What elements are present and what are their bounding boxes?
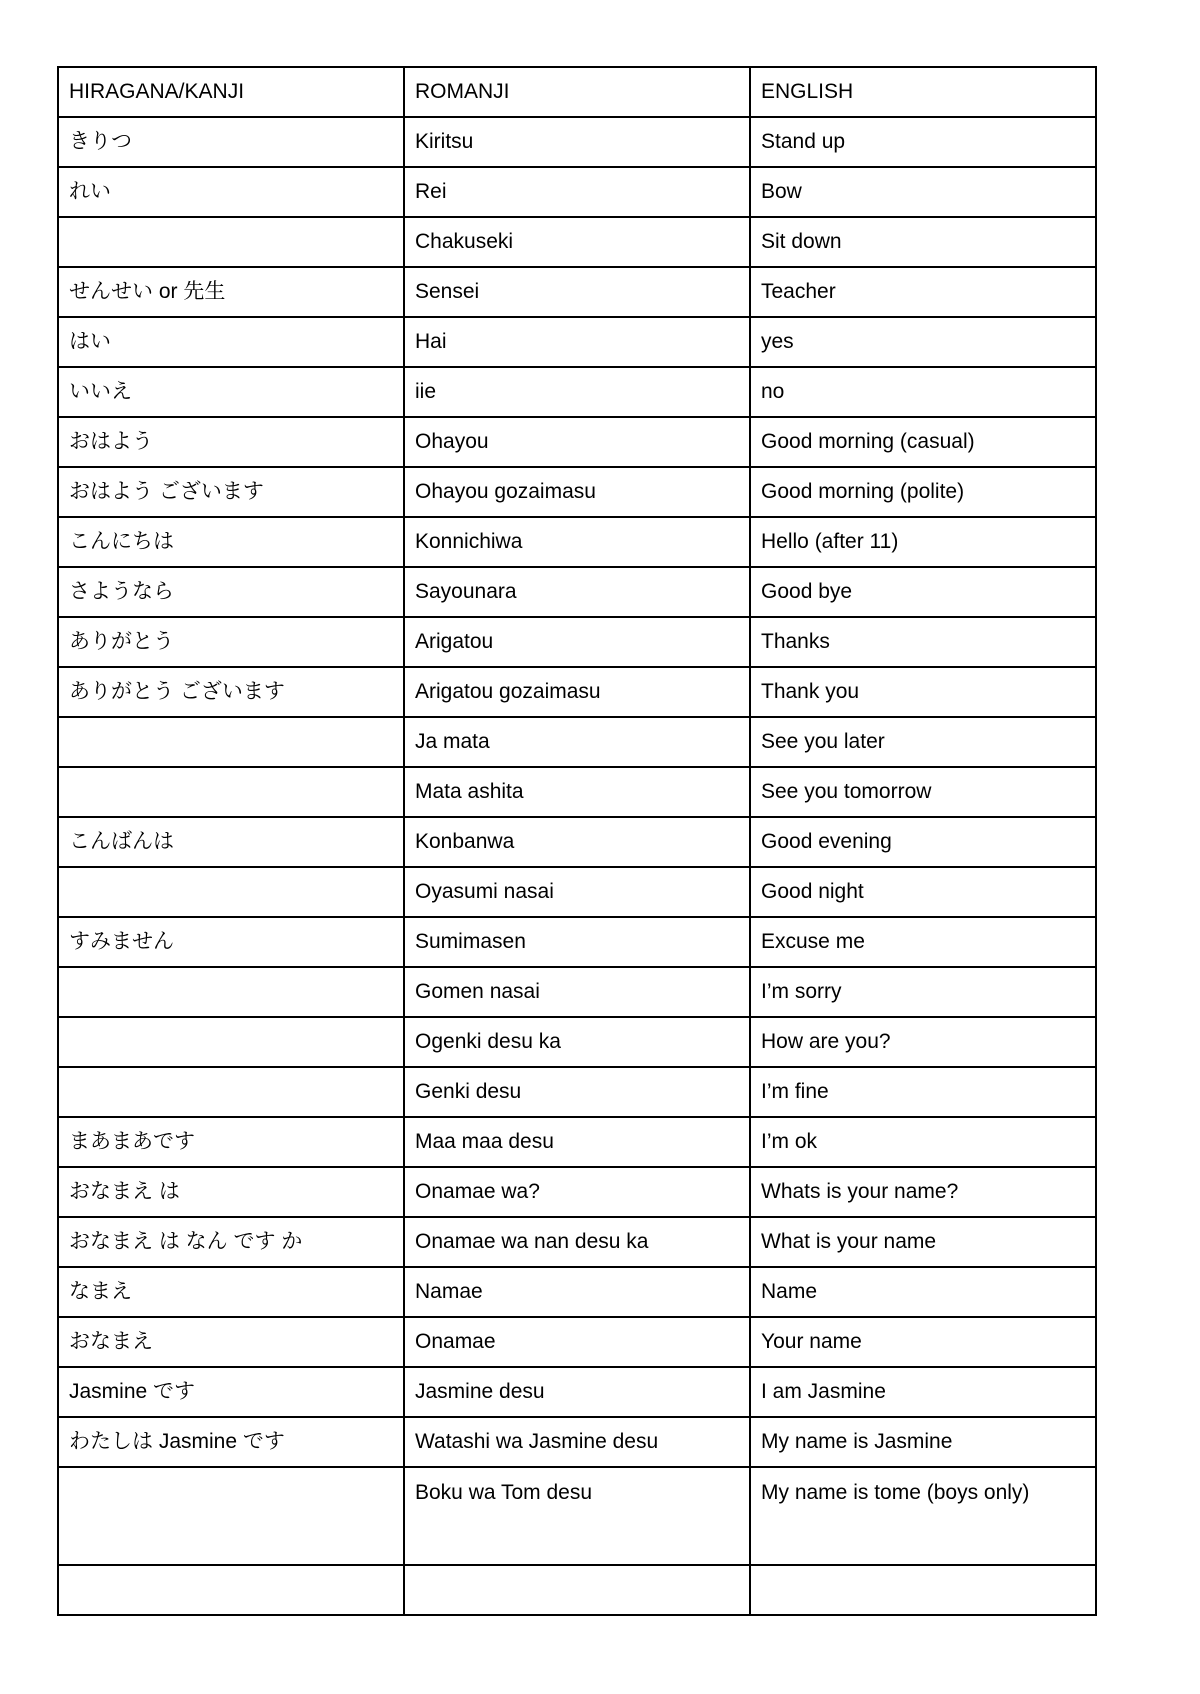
- table-row: [58, 417, 1096, 467]
- header-english: ENGLISH: [750, 67, 1096, 117]
- header-romanji: ROMANJI: [404, 67, 750, 117]
- cell-hiragana-kanji: ありがとう ございます: [58, 667, 404, 717]
- table-row: [58, 367, 1096, 417]
- cell-romanji: Ogenki desu ka: [404, 1017, 750, 1067]
- cell-romanji: Arigatou gozaimasu: [404, 667, 750, 717]
- table-header-row: [58, 67, 1096, 117]
- cell-romanji: Konnichiwa: [404, 517, 750, 567]
- cell-hiragana-kanji: きりつ: [58, 117, 404, 167]
- table-row: [58, 267, 1096, 317]
- cell-romanji: Namae: [404, 1267, 750, 1317]
- cell-english: Good bye: [750, 567, 1096, 617]
- cell-hiragana-kanji: わたしは Jasmine です: [58, 1417, 404, 1467]
- table-row: [58, 617, 1096, 667]
- cell-hiragana-kanji: [58, 1565, 404, 1615]
- cell-hiragana-kanji: おなまえ は: [58, 1167, 404, 1217]
- cell-romanji: Mata ashita: [404, 767, 750, 817]
- cell-romanji: Hai: [404, 317, 750, 367]
- table-row: [58, 1167, 1096, 1217]
- cell-english: Excuse me: [750, 917, 1096, 967]
- cell-romanji: Sumimasen: [404, 917, 750, 967]
- cell-english: Teacher: [750, 267, 1096, 317]
- cell-english: I’m ok: [750, 1117, 1096, 1167]
- cell-romanji: Gomen nasai: [404, 967, 750, 1017]
- cell-romanji: Maa maa desu: [404, 1117, 750, 1167]
- cell-romanji: Ohayou gozaimasu: [404, 467, 750, 517]
- cell-english: Hello (after 11): [750, 517, 1096, 567]
- table-row: [58, 317, 1096, 367]
- table-row: [58, 1565, 1096, 1615]
- cell-hiragana-kanji: おなまえ: [58, 1317, 404, 1367]
- cell-hiragana-kanji: なまえ: [58, 1267, 404, 1317]
- cell-romanji: Genki desu: [404, 1067, 750, 1117]
- cell-english: yes: [750, 317, 1096, 367]
- cell-hiragana-kanji: ありがとう: [58, 617, 404, 667]
- cell-english: I’m sorry: [750, 967, 1096, 1017]
- cell-english: Good morning (polite): [750, 467, 1096, 517]
- cell-english: Bow: [750, 167, 1096, 217]
- table-row: [58, 567, 1096, 617]
- cell-hiragana-kanji: さようなら: [58, 567, 404, 617]
- cell-hiragana-kanji: Jasmine です: [58, 1367, 404, 1417]
- cell-hiragana-kanji: いいえ: [58, 367, 404, 417]
- cell-english: My name is tome (boys only): [750, 1467, 1096, 1565]
- cell-romanji: Arigatou: [404, 617, 750, 667]
- header-hiragana-kanji: HIRAGANA/KANJI: [58, 67, 404, 117]
- cell-english: I am Jasmine: [750, 1367, 1096, 1417]
- cell-hiragana-kanji: おはよう ございます: [58, 467, 404, 517]
- table-row: [58, 917, 1096, 967]
- table-row: [58, 517, 1096, 567]
- table-row: [58, 167, 1096, 217]
- cell-romanji: Jasmine desu: [404, 1367, 750, 1417]
- cell-english: My name is Jasmine: [750, 1417, 1096, 1467]
- table-row: [58, 1267, 1096, 1317]
- cell-hiragana-kanji: [58, 767, 404, 817]
- cell-romanji: Oyasumi nasai: [404, 867, 750, 917]
- cell-hiragana-kanji: [58, 867, 404, 917]
- cell-romanji: Chakuseki: [404, 217, 750, 267]
- cell-romanji: Onamae wa?: [404, 1167, 750, 1217]
- cell-romanji: Ja mata: [404, 717, 750, 767]
- cell-romanji: Sensei: [404, 267, 750, 317]
- cell-english: Good night: [750, 867, 1096, 917]
- table-row: [58, 1417, 1096, 1467]
- cell-hiragana-kanji: こんにちは: [58, 517, 404, 567]
- table-row: [58, 1017, 1096, 1067]
- cell-english: Thanks: [750, 617, 1096, 667]
- cell-english: no: [750, 367, 1096, 417]
- cell-english: Good morning (casual): [750, 417, 1096, 467]
- cell-english: Sit down: [750, 217, 1096, 267]
- cell-english: Name: [750, 1267, 1096, 1317]
- cell-english: Stand up: [750, 117, 1096, 167]
- table-row: [58, 117, 1096, 167]
- cell-hiragana-kanji: こんばんは: [58, 817, 404, 867]
- table-row: [58, 967, 1096, 1017]
- cell-romanji: Rei: [404, 167, 750, 217]
- cell-hiragana-kanji: すみません: [58, 917, 404, 967]
- cell-hiragana-kanji: おなまえ は なん です か: [58, 1217, 404, 1267]
- cell-hiragana-kanji: [58, 967, 404, 1017]
- cell-romanji: Boku wa Tom desu: [404, 1467, 750, 1565]
- cell-hiragana-kanji: まあまあです: [58, 1117, 404, 1167]
- cell-romanji: Onamae: [404, 1317, 750, 1367]
- cell-hiragana-kanji: はい: [58, 317, 404, 367]
- cell-hiragana-kanji: おはよう: [58, 417, 404, 467]
- cell-hiragana-kanji: [58, 1467, 404, 1565]
- cell-english: Your name: [750, 1317, 1096, 1367]
- table-row: [58, 1367, 1096, 1417]
- cell-romanji: iie: [404, 367, 750, 417]
- table-row: [58, 1117, 1096, 1167]
- table-row: [58, 217, 1096, 267]
- cell-english: Whats is your name?: [750, 1167, 1096, 1217]
- cell-english: I’m fine: [750, 1067, 1096, 1117]
- cell-hiragana-kanji: れい: [58, 167, 404, 217]
- cell-romanji: Watashi wa Jasmine desu: [404, 1417, 750, 1467]
- cell-english: Good evening: [750, 817, 1096, 867]
- table-row: [58, 867, 1096, 917]
- table-row: [58, 467, 1096, 517]
- table-row: [58, 767, 1096, 817]
- cell-hiragana-kanji: [58, 217, 404, 267]
- cell-english: See you tomorrow: [750, 767, 1096, 817]
- vocabulary-table: [57, 66, 1097, 1616]
- cell-romanji: Kiritsu: [404, 117, 750, 167]
- table-row: [58, 1217, 1096, 1267]
- table-row: [58, 1317, 1096, 1367]
- cell-english: Thank you: [750, 667, 1096, 717]
- cell-romanji: Onamae wa nan desu ka: [404, 1217, 750, 1267]
- cell-english: What is your name: [750, 1217, 1096, 1267]
- cell-hiragana-kanji: [58, 717, 404, 767]
- vocabulary-table-body: [58, 67, 1096, 1615]
- table-row: [58, 1067, 1096, 1117]
- cell-romanji: Konbanwa: [404, 817, 750, 867]
- table-row: [58, 667, 1096, 717]
- cell-english: How are you?: [750, 1017, 1096, 1067]
- table-row: [58, 817, 1096, 867]
- table-row: [58, 717, 1096, 767]
- cell-hiragana-kanji: [58, 1067, 404, 1117]
- cell-romanji: [404, 1565, 750, 1615]
- cell-english: See you later: [750, 717, 1096, 767]
- cell-hiragana-kanji: [58, 1017, 404, 1067]
- cell-romanji: Ohayou: [404, 417, 750, 467]
- table-row: [58, 1467, 1096, 1565]
- cell-english: [750, 1565, 1096, 1615]
- cell-romanji: Sayounara: [404, 567, 750, 617]
- cell-hiragana-kanji: せんせい or 先生: [58, 267, 404, 317]
